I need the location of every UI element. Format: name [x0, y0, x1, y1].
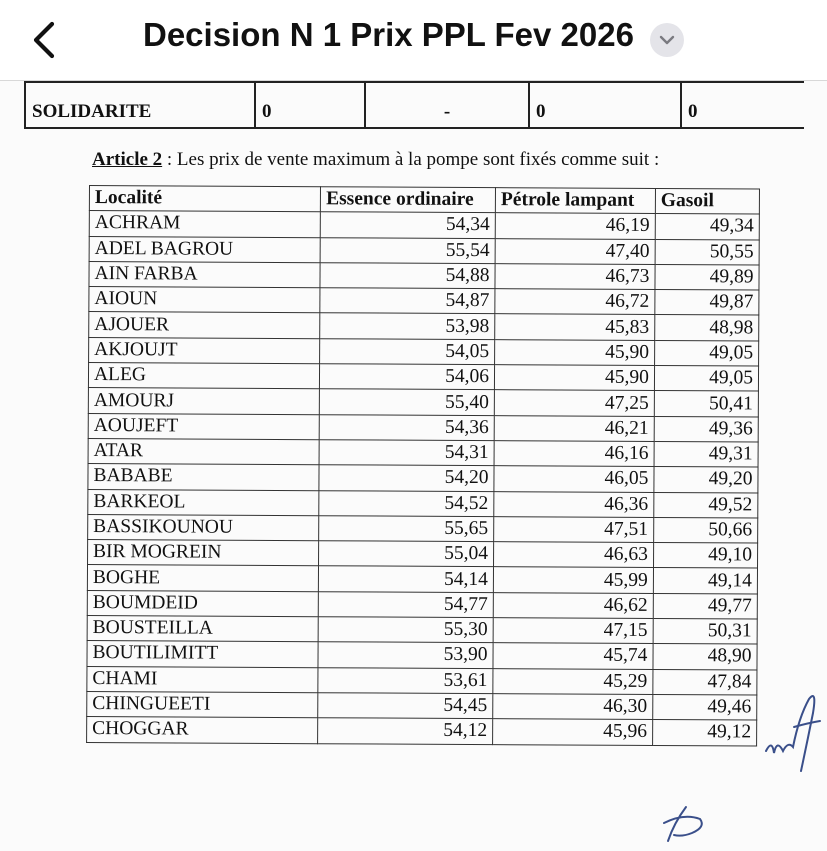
table-row: [89, 261, 759, 290]
cell-petrole: 46,63: [494, 542, 654, 568]
cell-petrole: 45,96: [493, 719, 653, 745]
cell-essence: 55,30: [318, 617, 493, 643]
cell-essence: 54,77: [318, 591, 493, 617]
cell-essence: 54,06: [320, 364, 495, 390]
cell-essence: 53,98: [320, 313, 495, 339]
table-row: [88, 388, 758, 417]
cell-localite: BOUMDEID: [87, 590, 318, 617]
cell-localite: AIOUN: [89, 287, 320, 314]
cell-petrole: 46,73: [495, 264, 655, 290]
table-row: [89, 211, 759, 240]
cell-gasoil: 49,31: [654, 441, 758, 467]
table-row: [89, 236, 759, 265]
cell-essence: 54,20: [319, 465, 494, 491]
cell-essence: 55,04: [319, 541, 494, 567]
table-row: [87, 666, 757, 695]
table-row: [88, 489, 758, 518]
cell-petrole: 45,90: [494, 365, 654, 391]
cell-gasoil: 50,66: [654, 517, 758, 543]
cell-essence: 54,05: [320, 338, 495, 364]
cell-localite: AOUJEFT: [88, 413, 319, 440]
cell-petrole: 47,15: [493, 618, 653, 644]
cell-petrole: 45,74: [493, 643, 653, 669]
cell-petrole: 46,05: [494, 466, 654, 492]
cell-localite: CHOGGAR: [87, 717, 318, 744]
table-row: [88, 464, 758, 493]
header-localite: Localité: [89, 186, 320, 213]
fonds-value: -: [365, 82, 529, 128]
cell-gasoil: 49,14: [653, 568, 757, 594]
cell-essence: 54,34: [320, 212, 495, 238]
cell-gasoil: 49,46: [653, 694, 757, 720]
cell-petrole: 46,36: [494, 491, 654, 517]
header-essence: Essence ordinaire: [321, 187, 496, 213]
table-row: [87, 590, 757, 619]
cell-essence: 54,31: [319, 440, 494, 466]
cell-petrole: 45,83: [495, 314, 655, 340]
cell-localite: ATAR: [88, 438, 319, 465]
fonds-solidarite-row: [24, 81, 804, 129]
cell-petrole: 46,72: [495, 289, 655, 315]
title-menu-button[interactable]: [650, 23, 684, 57]
article-body: : Les prix de vente maximum à la pompe sont fixés comme suit :: [162, 149, 660, 170]
cell-essence: 53,61: [318, 667, 493, 693]
table-row: [88, 540, 758, 569]
cell-petrole: 46,62: [493, 592, 653, 618]
fonds-value: 0: [681, 82, 804, 128]
cell-petrole: 46,21: [494, 415, 654, 441]
cell-petrole: 45,99: [493, 567, 653, 593]
price-table: [86, 185, 760, 746]
cell-essence: 54,88: [320, 263, 495, 289]
fonds-value: 0: [255, 82, 365, 128]
cell-essence: 54,14: [319, 566, 494, 592]
cell-petrole: 45,90: [495, 339, 655, 365]
navigation-bar: [0, 0, 827, 81]
cell-localite: BARKEOL: [88, 489, 319, 516]
chevron-down-icon: [659, 35, 675, 45]
handwritten-signature-icon: [762, 691, 827, 781]
cell-localite: BOGHE: [87, 565, 318, 592]
cell-gasoil: 49,77: [653, 593, 757, 619]
document-title[interactable]: Decision N 1 Prix PPL Fev 2026: [143, 16, 634, 53]
cell-localite: AKJOUJT: [89, 337, 320, 364]
cell-localite: ADEL BAGROU: [89, 236, 320, 263]
cell-gasoil: 50,31: [653, 619, 757, 645]
document-page[interactable]: [0, 81, 827, 851]
cell-gasoil: 49,52: [654, 492, 758, 518]
table-row: [87, 641, 757, 670]
cell-localite: CHINGUEETI: [87, 691, 318, 718]
cell-localite: ALEG: [88, 363, 319, 390]
table-row: [89, 312, 759, 341]
cell-gasoil: 49,10: [653, 543, 757, 569]
cell-gasoil: 50,55: [655, 239, 759, 265]
table-row: [87, 691, 757, 720]
cell-petrole: 47,51: [494, 516, 654, 542]
cell-gasoil: 49,87: [655, 290, 759, 316]
cell-gasoil: 49,34: [655, 214, 759, 240]
cell-gasoil: 47,84: [653, 669, 757, 695]
table-row: [88, 363, 758, 392]
table-row: [87, 717, 757, 746]
cell-localite: BIR MOGREIN: [88, 540, 319, 567]
cell-localite: BOUTILIMITT: [87, 641, 318, 668]
header-petrole: Pétrole lampant: [495, 188, 655, 214]
table-row: [89, 287, 759, 316]
cell-localite: ACHRAM: [89, 211, 320, 238]
cell-localite: AJOUER: [89, 312, 320, 339]
cell-localite: AIN FARBA: [89, 261, 320, 288]
back-button[interactable]: [24, 18, 64, 62]
cell-gasoil: 49,20: [654, 467, 758, 493]
cell-localite: CHAMI: [87, 666, 318, 693]
table-row: [88, 413, 758, 442]
cell-gasoil: 49,89: [655, 264, 759, 290]
table-row: [87, 565, 757, 594]
cell-localite: AMOURJ: [88, 388, 319, 415]
cell-gasoil: 50,41: [654, 391, 758, 417]
cell-essence: 55,40: [319, 389, 494, 415]
fonds-value: 0: [529, 82, 681, 128]
cell-essence: 54,12: [318, 718, 493, 744]
cell-gasoil: 49,12: [652, 720, 756, 746]
cell-essence: 54,45: [318, 693, 493, 719]
cell-localite: BABABE: [88, 464, 319, 491]
cell-petrole: 46,16: [494, 441, 654, 467]
cell-gasoil: 48,90: [653, 644, 757, 670]
table-row: [88, 514, 758, 543]
cell-essence: 55,65: [319, 516, 494, 542]
cell-gasoil: 49,36: [654, 416, 758, 442]
article-label: Article 2: [92, 149, 163, 170]
cell-essence: 54,36: [319, 414, 494, 440]
table-row: [88, 438, 758, 467]
table-row: [87, 616, 757, 645]
fonds-label: SOLIDARITE: [25, 82, 255, 128]
cell-petrole: 45,29: [493, 668, 653, 694]
cell-petrole: 47,40: [495, 238, 655, 264]
table-row: [89, 337, 759, 366]
price-table-header: [89, 186, 759, 215]
cell-petrole: 46,30: [493, 694, 653, 720]
chevron-left-icon: [32, 21, 56, 59]
cell-gasoil: 49,05: [654, 340, 758, 366]
cell-essence: 54,87: [320, 288, 495, 314]
cell-petrole: 46,19: [495, 213, 655, 239]
cell-essence: 54,52: [319, 490, 494, 516]
article-2-text: [92, 149, 659, 171]
cell-essence: 53,90: [318, 642, 493, 668]
header-gasoil: Gasoil: [655, 188, 759, 214]
cell-localite: BASSIKOUNOU: [88, 514, 319, 541]
cell-localite: BOUSTEILLA: [87, 616, 318, 643]
cell-gasoil: 48,98: [655, 315, 759, 341]
cell-petrole: 47,25: [494, 390, 654, 416]
cell-essence: 55,54: [320, 237, 495, 263]
cell-gasoil: 49,05: [654, 366, 758, 392]
handwritten-initials-icon: [660, 801, 710, 846]
